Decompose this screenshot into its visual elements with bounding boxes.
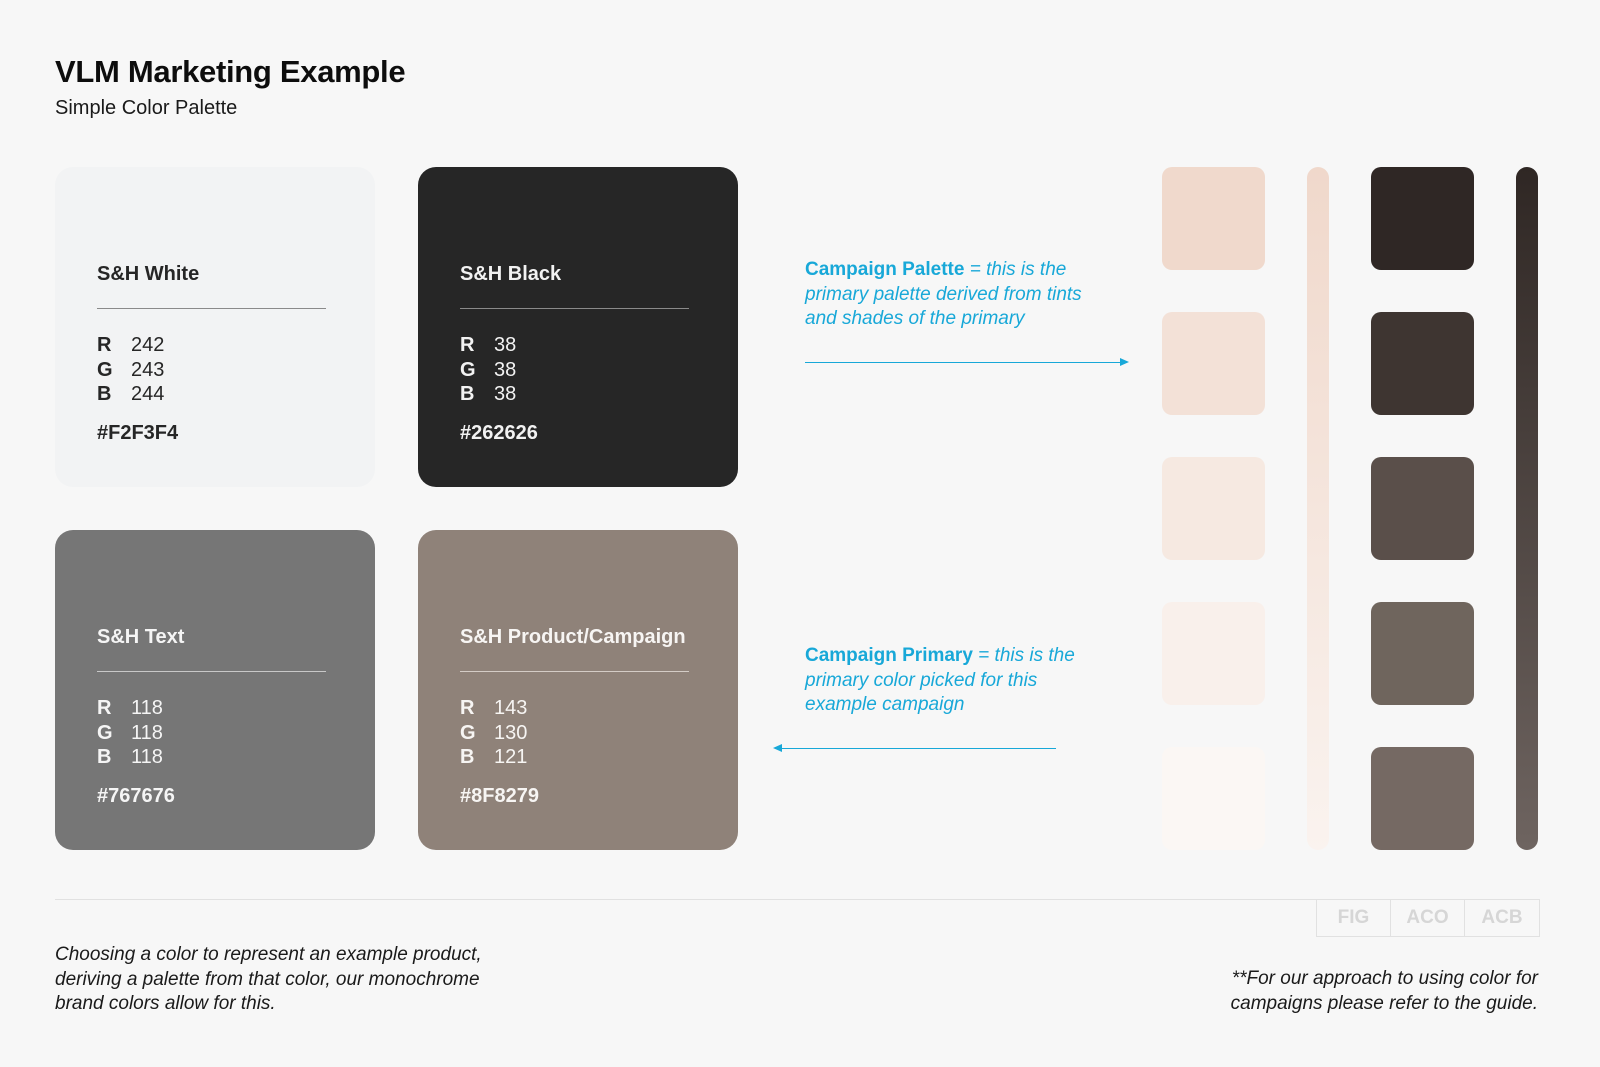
campaign-palette-note — [805, 258, 1105, 332]
b-label: B — [97, 746, 112, 768]
shade-swatch — [1371, 602, 1474, 705]
hex-value: #8F8279 — [460, 785, 539, 807]
note-label: Campaign Primary — [805, 645, 973, 666]
note-label: Campaign Palette — [805, 259, 965, 280]
r-label: R — [460, 334, 475, 356]
hex-value: #F2F3F4 — [97, 422, 179, 444]
rgb-values — [97, 696, 163, 770]
r-label: R — [97, 697, 112, 719]
g-value: 118 — [131, 721, 163, 744]
color-card-text — [55, 530, 375, 850]
rgb-values — [460, 333, 516, 407]
r-value: 143 — [494, 697, 528, 719]
footer-guide-note: **For our approach to using color for campaigns please refer to the guide. — [1230, 968, 1538, 1014]
tint-swatch — [1162, 602, 1265, 705]
shade-swatch — [1371, 312, 1474, 415]
r-label: R — [97, 334, 112, 356]
fig-button[interactable]: FIG — [1317, 899, 1391, 936]
hex-value: #767676 — [97, 785, 175, 807]
r-value: 38 — [494, 334, 517, 356]
card-divider — [460, 308, 689, 309]
shade-swatch — [1371, 747, 1474, 850]
card-divider — [460, 671, 689, 672]
g-value: 38 — [494, 358, 517, 381]
shade-swatch — [1371, 457, 1474, 560]
card-divider — [97, 671, 326, 672]
acb-button[interactable]: ACB — [1481, 907, 1523, 928]
r-label: R — [460, 697, 475, 719]
tint-gradient-bar — [1307, 167, 1329, 850]
page-subtitle: Simple Color Palette — [55, 97, 238, 119]
page-title: VLM Marketing Example — [55, 54, 406, 89]
aco-button[interactable]: ACO — [1391, 899, 1465, 936]
rgb-values — [97, 333, 164, 407]
g-value: 130 — [494, 721, 528, 744]
card-name: S&H Black — [460, 263, 562, 285]
format-buttons — [1316, 899, 1540, 937]
shade-swatch — [1371, 167, 1474, 270]
g-label: G — [460, 358, 476, 381]
g-label: G — [460, 721, 476, 744]
b-value: 38 — [494, 383, 517, 405]
g-label: G — [97, 721, 113, 744]
r-value: 242 — [131, 334, 165, 356]
b-label: B — [460, 383, 475, 405]
arrow-right-icon — [805, 362, 1127, 363]
b-value: 118 — [131, 746, 163, 768]
note-text: = this is the primary color picked for this example campaign — [805, 645, 1075, 715]
b-value: 121 — [494, 746, 528, 768]
campaign-primary-note — [805, 644, 1105, 718]
g-value: 243 — [131, 358, 165, 381]
footer-description: Choosing a color to represent an example product, deriving a palette from that color, our monochrome brand colors allow for this. — [55, 944, 482, 1014]
rgb-values — [460, 696, 527, 770]
card-divider — [97, 308, 326, 309]
b-label: B — [97, 383, 112, 405]
b-label: B — [460, 746, 475, 768]
tint-swatch — [1162, 312, 1265, 415]
tint-swatch — [1162, 167, 1265, 270]
color-card-product — [418, 530, 738, 850]
r-value: 118 — [131, 697, 163, 719]
tint-swatch — [1162, 747, 1265, 850]
hex-value: #262626 — [460, 422, 538, 444]
arrow-left-icon — [775, 748, 1056, 749]
tint-swatch — [1162, 457, 1265, 560]
card-name: S&H White — [97, 263, 200, 285]
card-name: S&H Text — [97, 626, 185, 648]
card-name: S&H Product/Campaign — [460, 626, 686, 648]
g-label: G — [97, 358, 113, 381]
note-text: = this is the primary palette derived from tints and shades of the primary — [805, 259, 1082, 329]
b-value: 244 — [131, 383, 165, 405]
shade-gradient-bar — [1516, 167, 1538, 850]
color-card-white — [55, 167, 375, 487]
color-card-black — [418, 167, 738, 487]
